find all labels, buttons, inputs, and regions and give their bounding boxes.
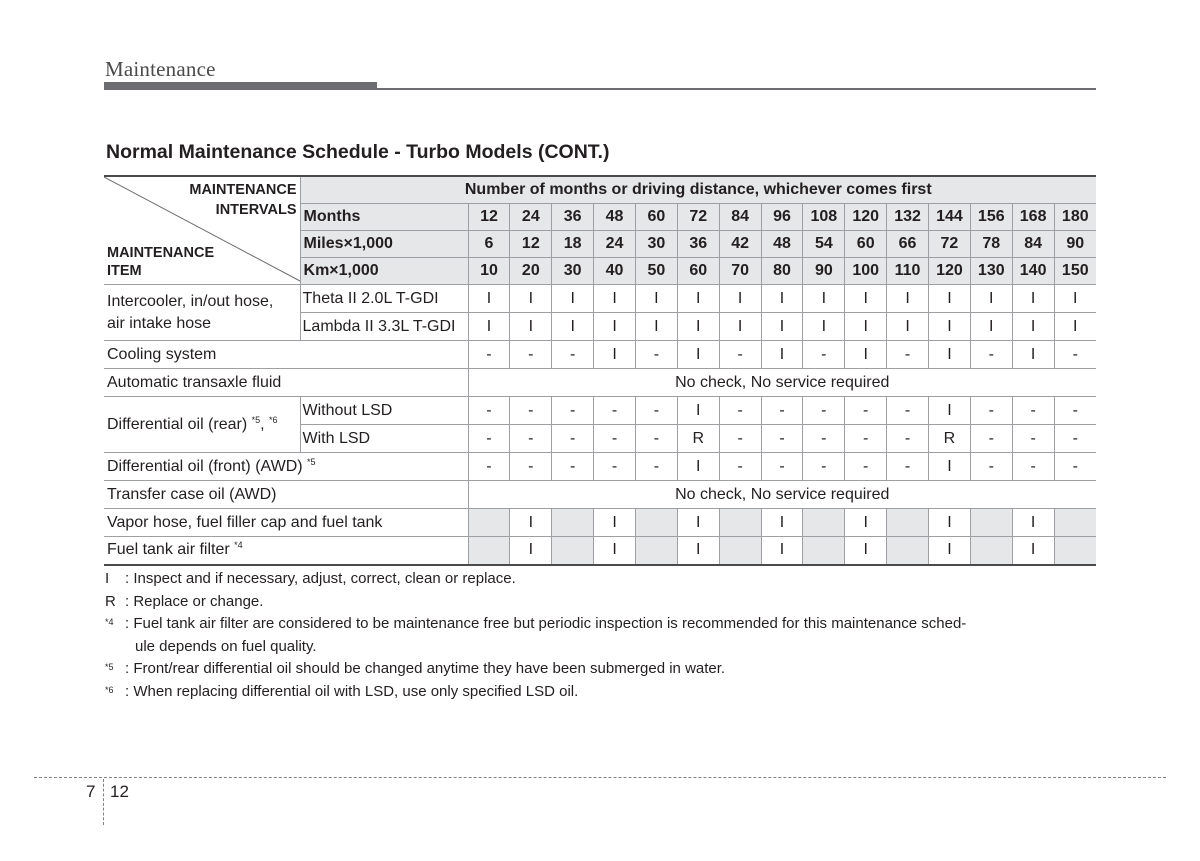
value-cell: I — [845, 509, 887, 537]
km-cell: 70 — [719, 258, 761, 285]
value-cell — [1054, 537, 1096, 565]
miles-cell: 72 — [928, 231, 970, 258]
value-cell: - — [1054, 425, 1096, 453]
item-vapor-hose: Vapor hose, fuel filler cap and fuel tank — [104, 509, 468, 537]
page-header-title: Maintenance — [105, 57, 216, 81]
value-cell — [803, 509, 845, 537]
value-cell: - — [468, 341, 510, 369]
miles-cell: 60 — [845, 231, 887, 258]
value-cell: - — [887, 341, 929, 369]
km-cell: 60 — [677, 258, 719, 285]
value-cell: I — [928, 509, 970, 537]
section-title: Normal Maintenance Schedule - Turbo Models (CONT.) — [106, 141, 610, 163]
table-row-vapor — [104, 509, 1096, 537]
value-cell: I — [594, 341, 636, 369]
months-label: Months — [300, 204, 468, 231]
km-cell: 150 — [1054, 258, 1096, 285]
km-cell: 40 — [594, 258, 636, 285]
legend-text: : Replace or change. — [125, 592, 264, 610]
value-cell: I — [845, 341, 887, 369]
value-cell: I — [677, 453, 719, 481]
value-cell: I — [887, 285, 929, 313]
value-cell: I — [928, 537, 970, 565]
value-cell: I — [1012, 537, 1054, 565]
legend-key: R — [105, 592, 116, 610]
value-cell: I — [719, 285, 761, 313]
km-cell: 20 — [510, 258, 552, 285]
value-cell: R — [677, 425, 719, 453]
value-cell: I — [510, 313, 552, 341]
months-cell: 48 — [594, 204, 636, 231]
footnote-text: : When replacing differential oil with LSD, use only specified LSD oil. — [125, 682, 579, 700]
months-cell: 60 — [635, 204, 677, 231]
interval-span-header: Number of months or driving distance, whichever comes first — [300, 176, 1096, 204]
months-cell: 84 — [719, 204, 761, 231]
value-cell: I — [761, 285, 803, 313]
item-intercooler: Intercooler, in/out hose, air intake hose — [104, 285, 300, 341]
footnote-key: *4 — [105, 617, 114, 627]
value-cell: - — [719, 453, 761, 481]
miles-cell: 30 — [635, 231, 677, 258]
footnote-6 — [105, 681, 1100, 704]
months-cell: 132 — [887, 204, 929, 231]
months-cell: 120 — [845, 204, 887, 231]
miles-cell: 48 — [761, 231, 803, 258]
value-cell: I — [677, 509, 719, 537]
value-cell: I — [594, 313, 636, 341]
item-differential-oil-front: Differential oil (front) (AWD) $^{*5}$ — [104, 453, 468, 481]
value-cell: I — [928, 285, 970, 313]
miles-cell: 42 — [719, 231, 761, 258]
value-cell: I — [761, 313, 803, 341]
item-fuel-tank-air-filter: Fuel tank air filter $^{*4}$ — [104, 537, 468, 565]
table-header-row-span — [104, 176, 1096, 204]
value-cell: - — [845, 453, 887, 481]
value-cell: - — [887, 397, 929, 425]
value-cell: - — [552, 341, 594, 369]
value-cell: I — [594, 537, 636, 565]
value-cell — [635, 509, 677, 537]
table-row-cooling — [104, 341, 1096, 369]
value-cell: I — [928, 313, 970, 341]
value-cell: - — [510, 397, 552, 425]
value-cell: I — [552, 313, 594, 341]
value-cell: I — [845, 313, 887, 341]
value-cell: - — [635, 397, 677, 425]
value-cell — [1054, 509, 1096, 537]
value-cell: R — [928, 425, 970, 453]
value-cell: I — [887, 313, 929, 341]
footnote-4 — [105, 613, 1100, 658]
value-cell: - — [761, 453, 803, 481]
value-cell — [887, 509, 929, 537]
value-cell: - — [761, 425, 803, 453]
sub-lambda-label: Lambda II 3.3L T-GDI — [300, 313, 468, 341]
table-row-diff-rear-without — [104, 397, 1096, 425]
value-cell: - — [719, 425, 761, 453]
value-cell — [552, 537, 594, 565]
months-cell: 144 — [928, 204, 970, 231]
value-cell: I — [677, 341, 719, 369]
value-cell: - — [635, 341, 677, 369]
km-cell: 80 — [761, 258, 803, 285]
footnote-5 — [105, 658, 1100, 681]
corner-intervals-label: MAINTENANCE INTERVALS — [189, 182, 297, 218]
miles-cell: 36 — [677, 231, 719, 258]
value-cell: I — [719, 313, 761, 341]
value-cell: I — [552, 285, 594, 313]
table-row-diff-front — [104, 453, 1096, 481]
value-cell: I — [1012, 509, 1054, 537]
value-cell — [635, 537, 677, 565]
item-transfer-case-oil: Transfer case oil (AWD) — [104, 481, 468, 509]
value-cell — [468, 537, 510, 565]
value-cell: - — [887, 425, 929, 453]
legend-text: : Inspect and if necessary, adjust, correct, clean or replace. — [125, 570, 516, 587]
value-cell: - — [970, 425, 1012, 453]
value-cell: - — [635, 425, 677, 453]
km-cell: 120 — [928, 258, 970, 285]
months-cell: 36 — [552, 204, 594, 231]
value-cell: I — [1012, 313, 1054, 341]
sub-without-lsd-label: Without LSD — [300, 397, 468, 425]
value-cell: - — [468, 453, 510, 481]
value-cell: I — [594, 509, 636, 537]
value-cell: - — [1012, 397, 1054, 425]
table-row-transfer — [104, 481, 1096, 509]
value-cell: - — [594, 397, 636, 425]
value-cell: I — [761, 341, 803, 369]
value-cell: - — [552, 453, 594, 481]
value-cell: I — [845, 537, 887, 565]
value-cell — [803, 537, 845, 565]
miles-cell: 18 — [552, 231, 594, 258]
miles-cell: 84 — [1012, 231, 1054, 258]
value-cell: I — [1012, 285, 1054, 313]
value-cell — [468, 509, 510, 537]
value-cell: I — [803, 313, 845, 341]
km-cell: 30 — [552, 258, 594, 285]
value-cell: I — [761, 537, 803, 565]
value-cell: - — [468, 425, 510, 453]
value-cell — [552, 509, 594, 537]
value-cell: - — [1054, 397, 1096, 425]
no-service-note: No check, No service required — [468, 369, 1096, 397]
value-cell: - — [1012, 453, 1054, 481]
value-cell: I — [928, 453, 970, 481]
value-cell: - — [970, 341, 1012, 369]
legend-inspect — [105, 568, 1100, 591]
value-cell: - — [719, 341, 761, 369]
months-cell: 72 — [677, 204, 719, 231]
value-cell: - — [552, 397, 594, 425]
miles-cell: 54 — [803, 231, 845, 258]
corner-item-label: MAINTENANCE ITEM — [107, 245, 215, 279]
value-cell: I — [761, 509, 803, 537]
value-cell: I — [677, 313, 719, 341]
value-cell: - — [510, 453, 552, 481]
value-cell: I — [1054, 313, 1096, 341]
value-cell: I — [928, 341, 970, 369]
value-cell: - — [1054, 453, 1096, 481]
miles-cell: 90 — [1054, 231, 1096, 258]
miles-label: Miles×1,000 — [300, 231, 468, 258]
value-cell: I — [677, 397, 719, 425]
footnote-ref: *4 — [234, 540, 243, 551]
value-cell: I — [677, 537, 719, 565]
value-cell: I — [928, 397, 970, 425]
maintenance-schedule-table — [104, 175, 1096, 566]
months-cell: 168 — [1012, 204, 1054, 231]
value-cell: I — [510, 509, 552, 537]
value-cell: - — [635, 453, 677, 481]
sub-theta-label: Theta II 2.0L T-GDI — [300, 285, 468, 313]
months-cell: 180 — [1054, 204, 1096, 231]
footnote-ref: *6 — [269, 414, 278, 425]
value-cell: I — [594, 285, 636, 313]
value-cell: - — [970, 397, 1012, 425]
legend-key: I — [105, 570, 110, 587]
km-cell: 10 — [468, 258, 510, 285]
value-cell: - — [761, 397, 803, 425]
value-cell — [970, 509, 1012, 537]
value-cell: - — [845, 397, 887, 425]
page-chapter-number: 7 — [86, 782, 96, 801]
km-cell: 130 — [970, 258, 1012, 285]
km-cell: 90 — [803, 258, 845, 285]
legend-replace — [105, 591, 1100, 614]
value-cell: - — [552, 425, 594, 453]
miles-cell: 12 — [510, 231, 552, 258]
miles-cell: 78 — [970, 231, 1012, 258]
table-corner-cell — [104, 176, 300, 285]
km-cell: 50 — [635, 258, 677, 285]
value-cell: I — [970, 313, 1012, 341]
km-cell: 100 — [845, 258, 887, 285]
value-cell: - — [594, 453, 636, 481]
value-cell: - — [803, 425, 845, 453]
value-cell: - — [887, 453, 929, 481]
page-number-separator — [103, 779, 104, 825]
value-cell: I — [468, 285, 510, 313]
value-cell: - — [803, 453, 845, 481]
value-cell — [970, 537, 1012, 565]
months-cell: 96 — [761, 204, 803, 231]
value-cell: - — [1054, 341, 1096, 369]
legend-notes — [105, 568, 1100, 703]
value-cell: I — [677, 285, 719, 313]
value-cell: I — [510, 285, 552, 313]
value-cell: - — [803, 397, 845, 425]
value-cell: - — [510, 425, 552, 453]
value-cell — [719, 509, 761, 537]
miles-cell: 24 — [594, 231, 636, 258]
value-cell: I — [970, 285, 1012, 313]
table-row-fuel-filter — [104, 537, 1096, 565]
value-cell: I — [468, 313, 510, 341]
footnote-key: *6 — [105, 684, 114, 695]
value-cell: - — [719, 397, 761, 425]
km-cell: 140 — [1012, 258, 1054, 285]
value-cell: - — [803, 341, 845, 369]
item-automatic-transaxle-fluid: Automatic transaxle fluid — [104, 369, 468, 397]
no-service-note: No check, No service required — [468, 481, 1096, 509]
value-cell — [887, 537, 929, 565]
value-cell: - — [594, 425, 636, 453]
miles-cell: 66 — [887, 231, 929, 258]
months-cell: 24 — [510, 204, 552, 231]
table-row-atf — [104, 369, 1096, 397]
footnote-key: *5 — [105, 662, 114, 672]
header-rule-thin — [104, 88, 1096, 90]
footer-rule — [34, 777, 1166, 778]
value-cell: - — [845, 425, 887, 453]
footnote-ref: *5 — [307, 456, 316, 467]
footnote-ref: *5 — [251, 414, 261, 425]
km-label: Km×1,000 — [300, 258, 468, 285]
value-cell: I — [845, 285, 887, 313]
value-cell: I — [635, 313, 677, 341]
months-cell: 156 — [970, 204, 1012, 231]
value-cell: I — [1012, 341, 1054, 369]
miles-cell: 6 — [468, 231, 510, 258]
months-cell: 12 — [468, 204, 510, 231]
value-cell: I — [635, 285, 677, 313]
value-cell: - — [468, 397, 510, 425]
value-cell: I — [1054, 285, 1096, 313]
value-cell: I — [803, 285, 845, 313]
value-cell: - — [510, 341, 552, 369]
footnote-text: : Fuel tank air filter are considered to be maintenance free but periodic inspection is recommended for this maintenance sched- ule depends on fuel quality. — [125, 615, 967, 655]
item-cooling-system: Cooling system — [104, 341, 468, 369]
km-cell: 110 — [887, 258, 929, 285]
page-number: 12 — [110, 782, 129, 801]
item-differential-oil-rear: Differential oil (rear) $^{*5}$, $^{*6}$ — [104, 397, 300, 453]
table-row-theta — [104, 285, 1096, 313]
value-cell: - — [1012, 425, 1054, 453]
value-cell — [719, 537, 761, 565]
value-cell: I — [510, 537, 552, 565]
value-cell: - — [970, 453, 1012, 481]
months-cell: 108 — [803, 204, 845, 231]
footnote-text: : Front/rear differential oil should be changed anytime they have been submerged in water. — [125, 660, 726, 677]
sub-with-lsd-label: With LSD — [300, 425, 468, 453]
